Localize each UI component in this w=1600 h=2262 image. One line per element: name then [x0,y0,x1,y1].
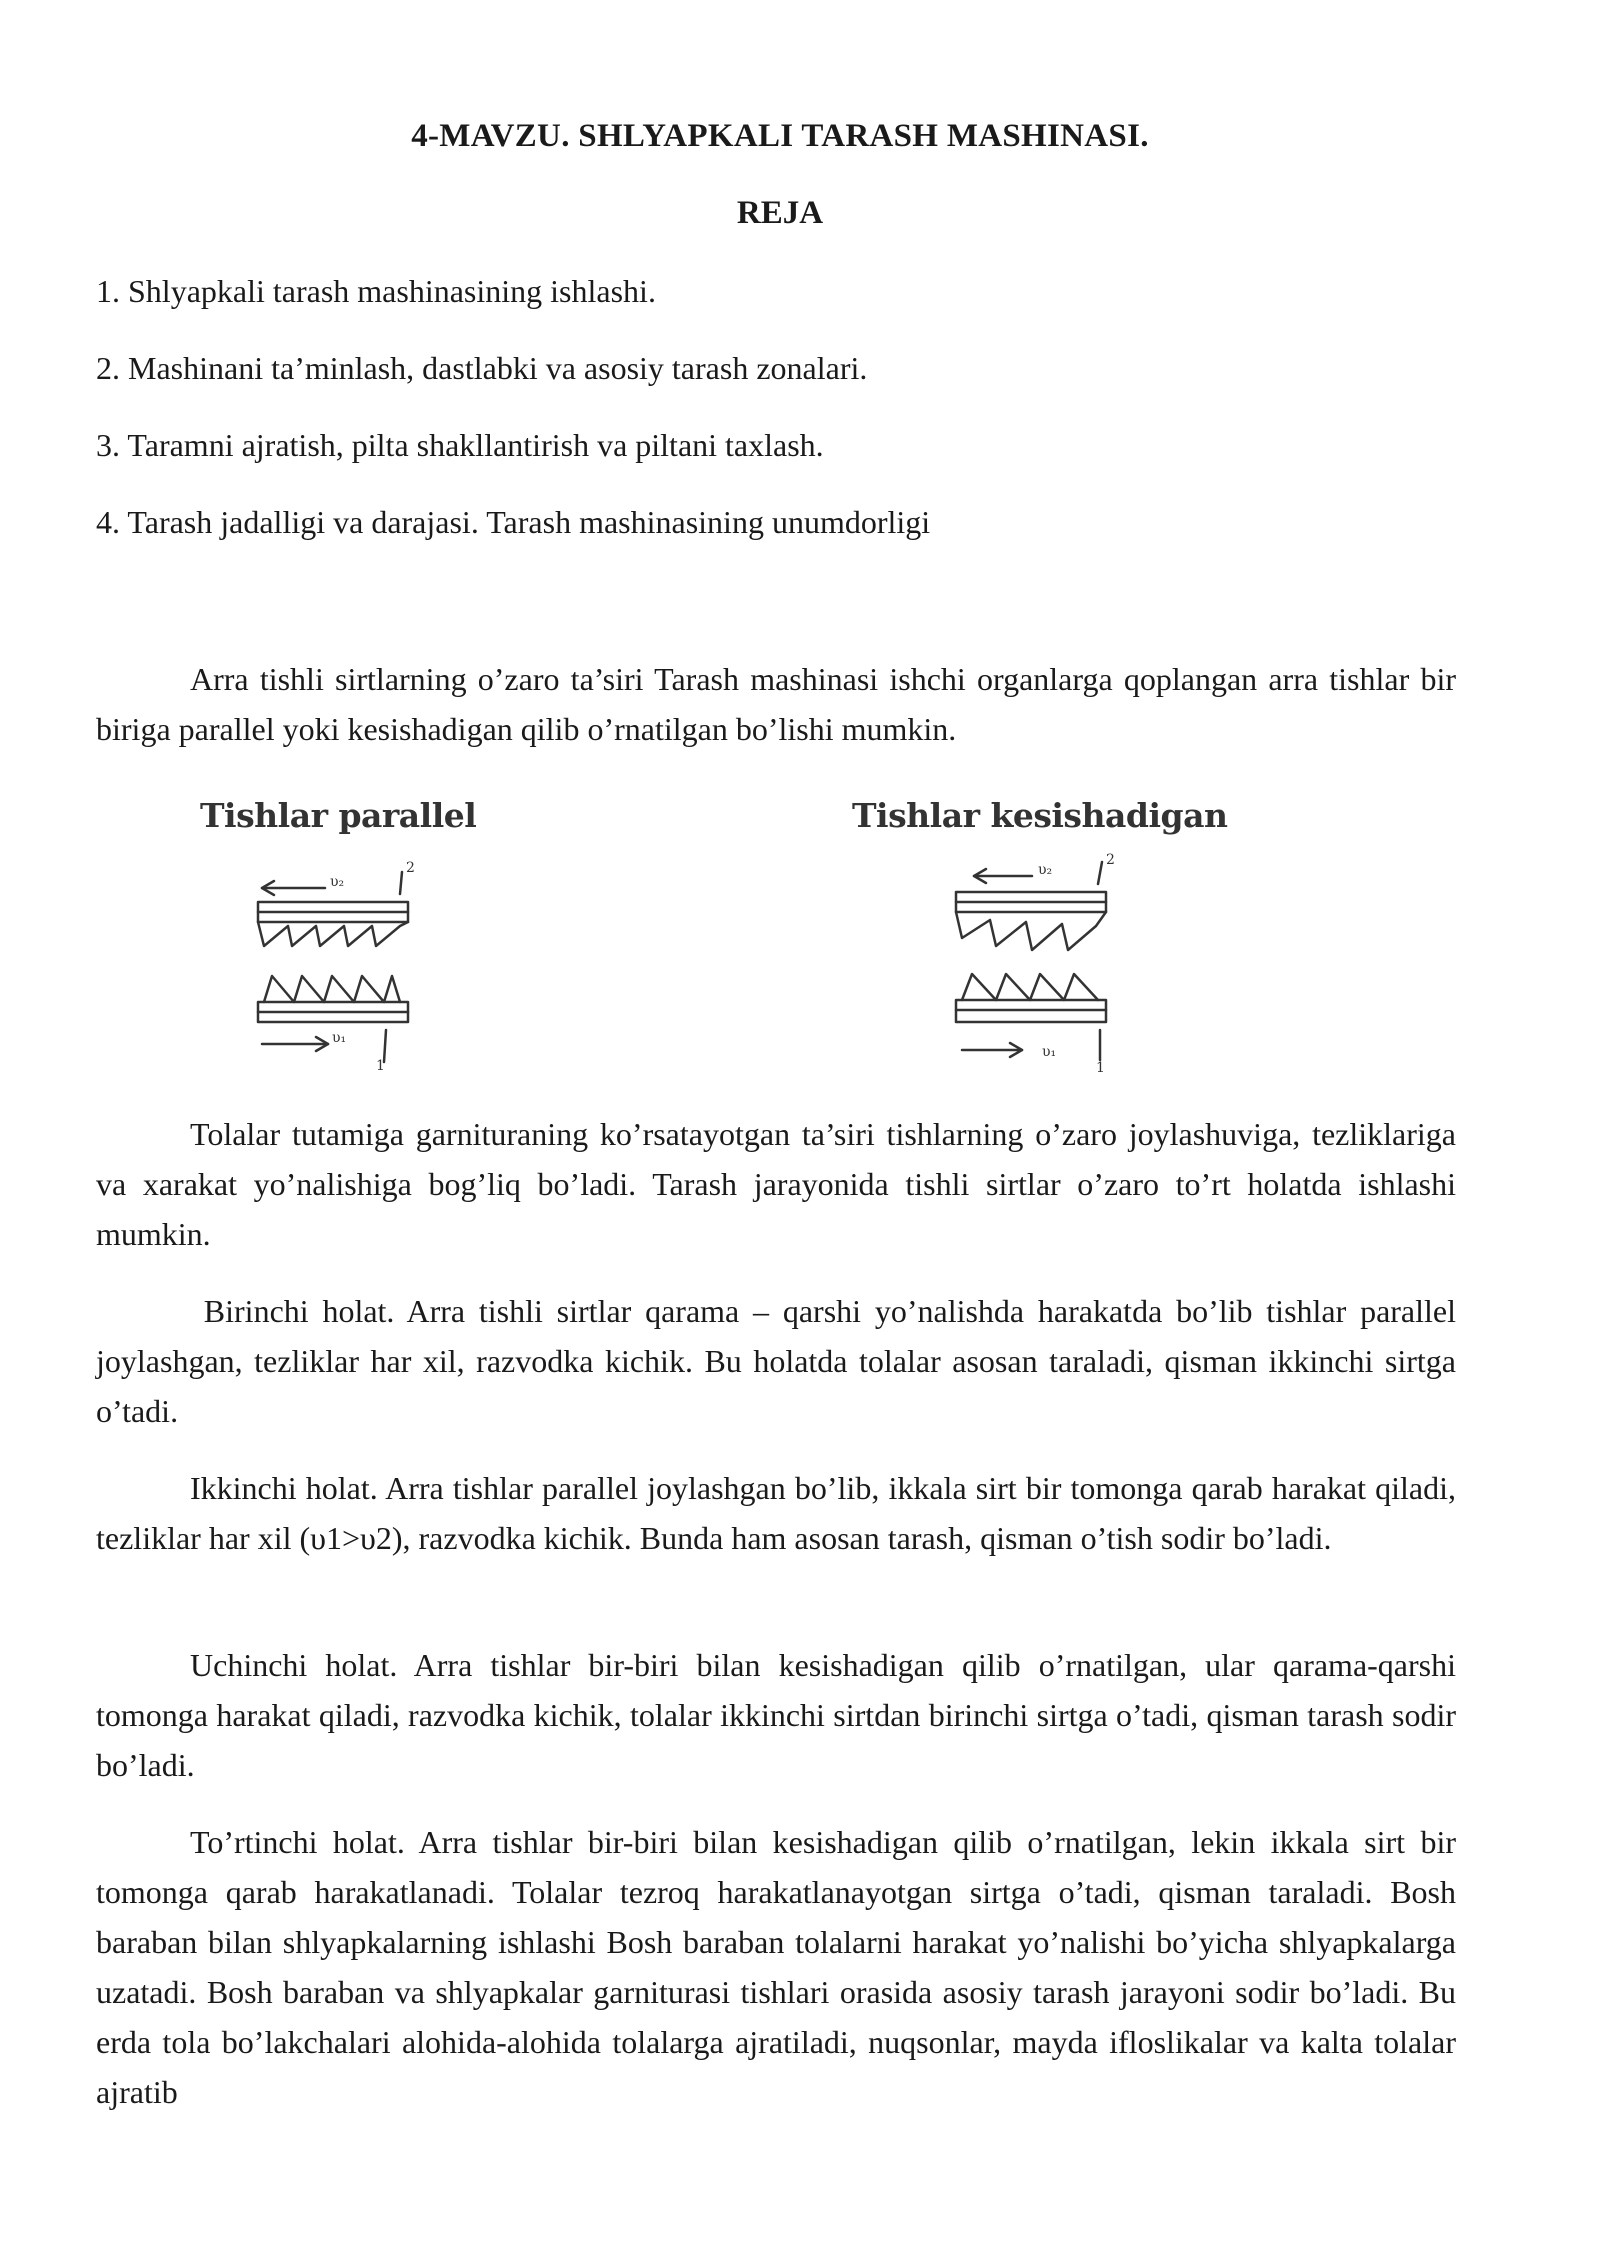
paragraph-text: Birinchi holat. Arra tishli sirtlar qarama – qarshi yo’nalishda harakatda bo’lib tishlar parallel joylashgan, tezliklar har xil, razvodka kichik. Bu holatda tolalar asosan taraladi, qisman ikkinchi sirtga o’tadi. [96,1293,1456,1429]
top-speed-label: υ₂ [330,874,345,890]
crossing-teeth-diagram [940,850,1140,1075]
bottom-speed-label: υ₁ [1042,1044,1057,1060]
paragraph-text: Ikkinchi holat. Arra tishlar parallel joylashgan bo’lib, ikkala sirt bir tomonga qarab harakat qiladi, tezliklar har xil (υ1>υ2), razvodka kichik. Bunda ham asosan tarash, qisman o’tish sodir bo’ladi. [96,1470,1456,1556]
figure-caption-crossing: Tishlar kesishadigan [852,796,1228,835]
top-speed-label: υ₂ [1038,862,1053,878]
plan-item: 4. Tarash jadalligi va darajasi. Tarash mashinasining unumdorligi [96,504,931,540]
plan-item: 3. Taramni ajratish, pilta shakllantirish va piltani taxlash. [96,427,824,463]
body-paragraph [96,1109,1456,1259]
top-surface-mark: 2 [406,860,415,876]
bottom-speed-label: υ₁ [332,1030,347,1046]
body-paragraph [96,1463,1456,1563]
plan-item: 2. Mashinani ta’minlash, dastlabki va asosiy tarash zonalari. [96,350,868,386]
bottom-surface-mark: 1 [376,1058,385,1074]
bottom-surface-mark: 1 [1096,1060,1105,1075]
top-surface-mark: 2 [1106,852,1115,868]
intro-paragraph [96,654,1456,754]
plan-item: 1. Shlyapkali tarash mashinasining ishlashi. [96,273,656,309]
page-title: 4-MAVZU. SHLYAPKALI TARASH MASHINASI. [411,118,1149,154]
figure-caption-parallel: Tishlar parallel [200,796,477,835]
paragraph-text: Uchinchi holat. Arra tishlar bir-biri bilan kesishadigan qilib o’rnatilgan, ular qarama-qarshi tomonga harakat qiladi, razvodka kichik, tolalar ikkinchi sirtdan birinchi sirtga o’tadi, qisman tarash sodir bo’ladi. [96,1647,1456,1783]
paragraph-text: Tolalar tutamiga garnituraning ko’rsatayotgan ta’siri tishlarning o’zaro joylashuviga, tezliklariga va xarakat yo’nalishiga bog’liq bo’ladi. Tarash jarayonida tishli sirtlar o’zaro to’rt holatda ishlashi mumkin. [96,1116,1456,1252]
intro-text: Arra tishli sirtlarning o’zaro ta’siri Tarash mashinasi ishchi organlarga qoplangan arra tishlar bir biriga parallel yoki kesishadigan qilib o’rnatilgan bo’lishi mumkin. [96,661,1456,747]
body-paragraph [96,1286,1456,1436]
body-paragraph [96,1817,1456,2117]
plan-heading: REJA [736,195,824,231]
paragraph-text: To’rtinchi holat. Arra tishlar bir-biri bilan kesishadigan qilib o’rnatilgan, lekin ikkala sirt bir tomonga qarab harakatlanadi. Tolalar tezroq harakatlanayotgan sirtga o’tadi, qisman taraladi. Bosh baraban bilan shlyapkalarning ishlashi Bosh baraban tolalarni harakat yo’nalishi bo’yicha shlyapkalarga uzatadi. Bosh baraban va shlyapkalar garniturasi tishlari orasida asosiy tarash jarayoni sodir bo’ladi. Bu erda tola bo’lakchalari alohida-alohida tolalarga ajratiladi, nuqsonlar, mayda ifloslikalar va kalta tolalar ajratib [96,1824,1456,2110]
body-paragraph [96,1640,1456,1790]
parallel-teeth-diagram [240,850,440,1075]
